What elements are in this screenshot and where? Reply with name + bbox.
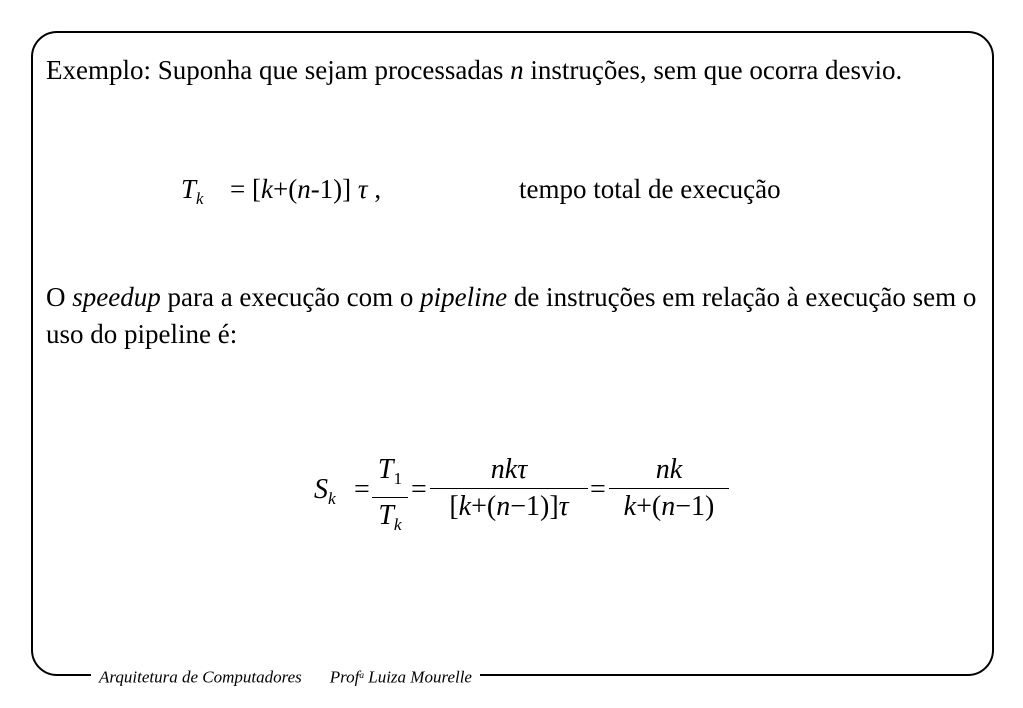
slide-footer <box>91 663 480 689</box>
eq2-f3-plus: +( <box>636 491 662 522</box>
eq2-f2-tau: τ <box>558 491 569 522</box>
p1-text-before: Exemplo: Suponha que sejam processadas <box>46 55 511 85</box>
eq1-minus-one: -1)] <box>310 174 358 204</box>
eq2-lhs <box>314 474 336 509</box>
eq2-f2-bracket: [ <box>449 491 459 522</box>
p2-b: para a execução com o <box>160 282 421 312</box>
eq2-f1-denominator <box>372 498 408 541</box>
eq2-f2-nktau: nkτ <box>490 454 528 485</box>
example-paragraph <box>46 52 986 89</box>
p2-pipeline: pipeline <box>420 282 508 312</box>
eq2-f2-numerator <box>430 454 588 489</box>
eq2-f3-denominator <box>609 489 729 523</box>
eq1-n: n <box>297 174 311 204</box>
eq2-f3-nk: nk <box>655 454 683 485</box>
slide-frame <box>31 31 994 676</box>
speedup-paragraph <box>46 279 986 353</box>
eq2-f1-T: T <box>377 454 394 485</box>
eq1-bracket-open: [ <box>245 174 261 204</box>
p2-speedup: speedup <box>72 282 161 312</box>
eq2-sub-k: k <box>328 489 336 509</box>
eq1-comma: , <box>367 174 382 204</box>
eq1-description: tempo total de execução <box>519 174 781 204</box>
footer-prof: Prof <box>329 667 360 687</box>
eq2-f3-minus-one: −1) <box>675 491 715 522</box>
eq2-f1-numerator <box>372 454 408 498</box>
eq2-fraction-3 <box>609 454 729 523</box>
eq1-k: k <box>260 174 273 204</box>
footer-prof-name: Luiza Mourelle <box>364 667 472 687</box>
eq1-equals: = <box>230 174 246 204</box>
eq2-equals-2: = <box>411 474 427 505</box>
eq2-f1-sub-1: 1 <box>393 469 403 489</box>
eq2-f3-numerator <box>609 454 729 489</box>
eq1-tau: τ <box>357 174 368 204</box>
p2-c: de instruções em relação à execução sem o uso do pipeline é: <box>46 282 977 349</box>
eq2-f3-n: n <box>661 491 676 522</box>
p2-a: O <box>46 282 73 312</box>
eq1-sub-k: k <box>196 188 204 208</box>
eq2-f2-n: n <box>496 491 511 522</box>
eq2-f1-Tk: T <box>378 500 394 532</box>
footer-course: Arquitetura de Computadores <box>99 667 302 687</box>
eq2-S: S <box>314 474 328 505</box>
eq2-fraction-2 <box>430 454 588 523</box>
eq1-T: T <box>181 174 197 204</box>
footer-prof-sup: a <box>359 671 364 681</box>
eq2-f2-minus-one: −1)] <box>510 491 559 522</box>
eq2-f2-plus: +( <box>471 491 497 522</box>
eq2-f2-denominator <box>430 489 588 523</box>
eq2-f1-sub-k: k <box>393 515 402 535</box>
eq2-equals-3: = <box>590 474 606 505</box>
p1-var-n: n <box>510 55 524 85</box>
eq1-rhs <box>230 174 381 205</box>
eq2-fraction-1 <box>372 454 408 541</box>
p1-text-after: instruções, sem que ocorra desvio. <box>523 55 903 85</box>
eq2-f3-k: k <box>623 491 637 522</box>
eq2-f2-k: k <box>458 491 472 522</box>
eq1-lhs <box>181 174 203 209</box>
eq2-equals-1: = <box>354 474 370 505</box>
eq1-plus: +( <box>272 174 298 204</box>
